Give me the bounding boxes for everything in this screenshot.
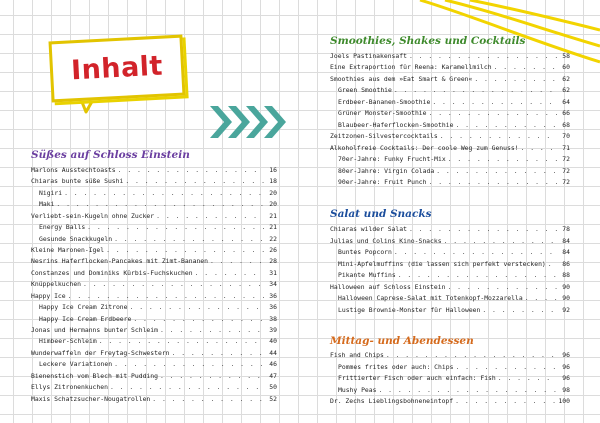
- toc-entry-page: 21: [269, 211, 277, 220]
- section-heading-mittag: Mittag- und Abendessen: [330, 335, 474, 347]
- toc-entry-page: 18: [269, 177, 277, 186]
- toc-entry-title: Leckere Variationen: [39, 360, 113, 369]
- toc-entry-title: Maxis Schatzsucher-Nougatrollen: [31, 394, 151, 403]
- toc-entry-dot-leader: [99, 338, 264, 345]
- toc-entry-page: 16: [269, 166, 277, 174]
- toc-entry-title: Happy Ice Cream Zitrone: [39, 303, 128, 312]
- toc-entry-page: 72: [562, 166, 570, 175]
- toc-entry-dot-leader: [498, 375, 557, 382]
- toc-entry-title: Lustige Brownie-Monster für Halloween: [338, 305, 481, 314]
- toc-entry-page: 96: [562, 374, 570, 382]
- toc-entry-title: Smoothies aus dem »Eat Smart & Green«: [330, 74, 473, 83]
- toc-entry-page: 60: [562, 63, 570, 72]
- toc-entry: [31, 384, 277, 391]
- toc-entry: [31, 213, 277, 220]
- toc-entry-page: 46: [269, 360, 277, 369]
- toc-entry: [330, 352, 570, 359]
- toc-entry-page: 58: [562, 52, 570, 60]
- toc-entry-page: 92: [562, 305, 570, 314]
- toc-entry-title: Halloween Caprese-Salat mit Totenkopf-Mozzarella: [338, 294, 523, 302]
- toc-entry-dot-leader: [210, 258, 264, 265]
- toc-entry: [31, 281, 277, 288]
- toc-entry-title: Verliebt-sein-Kugeln ohne Zucker: [31, 211, 155, 220]
- toc-entry-dot-leader: [386, 352, 557, 359]
- toc-entry-dot-leader: [521, 145, 557, 152]
- toc-entry-dot-leader: [444, 238, 557, 245]
- toc-entry-dot-leader: [494, 64, 557, 71]
- toc-entry-page: 90: [562, 294, 570, 302]
- toc-entry-dot-leader: [130, 304, 265, 311]
- toc-entry-title: Dr. Zechs Lieblingsbohneneintopf: [330, 397, 454, 405]
- toc-entry-title: Marlons Ausstechtoasts: [31, 166, 116, 174]
- toc-entry: [338, 307, 570, 314]
- toc-entry-title: Constanzes und Dominiks Kürbis-Fuchskuchen: [31, 268, 193, 277]
- toc-entry-title: Energy Balls: [39, 223, 86, 232]
- toc-entry-dot-leader: [440, 133, 557, 140]
- toc-entry-page: 36: [269, 303, 277, 312]
- toc-entry-title: Nesrins Haferflocken-Pancakes mit Zimt-Bananen: [31, 257, 208, 266]
- toc-entry-title: Himbeer-Schleim: [39, 337, 97, 346]
- toc-entry-title: Grüner Monster-Smoothie: [338, 109, 427, 118]
- toc-entry: [338, 375, 570, 382]
- toc-entry-title: Wunderwaffeln der Freytag-Schwestern: [31, 348, 170, 357]
- toc-entry-dot-leader: [394, 249, 557, 256]
- toc-entry-title: Maki: [39, 200, 55, 209]
- toc-entry: [338, 179, 570, 186]
- toc-entry-dot-leader: [87, 224, 264, 231]
- toc-entry-page: 68: [562, 120, 570, 129]
- toc-entry-title: 90er-Jahre: Fruit Punch: [338, 177, 427, 186]
- toc-entry-dot-leader: [548, 261, 557, 268]
- toc-entry: [31, 270, 277, 277]
- toc-entry: [31, 247, 277, 254]
- section-heading-smoothies: Smoothies, Shakes und Cocktails: [330, 35, 526, 47]
- toc-entry-dot-leader: [118, 167, 264, 174]
- toc-entry-dot-leader: [432, 99, 557, 106]
- toc-entry: [338, 364, 570, 371]
- toc-entry-page: 47: [269, 371, 277, 380]
- toc-entry: [31, 350, 277, 357]
- toc-entry: [39, 304, 277, 311]
- toc-entry-dot-leader: [409, 53, 557, 60]
- toc-entry-title: Erdbeer-Bananen-Smoothie: [338, 97, 431, 106]
- toc-entry-dot-leader: [172, 350, 264, 357]
- toc-entry: [39, 224, 277, 231]
- toc-entry: [39, 201, 277, 208]
- toc-entry: [330, 76, 570, 83]
- toc-entry-page: 96: [562, 362, 570, 371]
- toc-entry: [338, 249, 570, 256]
- toc-entry: [338, 295, 570, 302]
- toc-entry-page: 98: [562, 385, 570, 394]
- toc-entry: [338, 99, 570, 106]
- toc-entry-dot-leader: [525, 295, 557, 302]
- toc-entry-dot-leader: [114, 361, 264, 368]
- toc-entry-title: Happy Ice: [31, 291, 66, 300]
- toc-entry-title: 80er-Jahre: Virgin Colada: [338, 166, 435, 175]
- toc-entry: [31, 167, 277, 174]
- toc-entry-page: 84: [562, 248, 570, 256]
- toc-entry: [338, 168, 570, 175]
- toc-entry-page: 26: [269, 246, 277, 254]
- toc-entry: [338, 110, 570, 117]
- toc-entry-title: Jonas und Hermanns bunter Schleim: [31, 326, 158, 335]
- toc-entry-title: Blaubeer-Haferflocken-Smoothie: [338, 120, 454, 129]
- toc-entry: [39, 316, 277, 323]
- toc-entry: [338, 122, 570, 129]
- toc-entry-page: 70: [562, 132, 570, 141]
- toc-entry-dot-leader: [160, 373, 264, 380]
- toc-entry-page: 71: [562, 143, 570, 152]
- toc-entry-title: Ellys Zitronenkuchen: [31, 383, 108, 392]
- page-title: Inhalt: [70, 50, 164, 87]
- toc-entry: [330, 64, 570, 71]
- toc-entry-dot-leader: [429, 110, 558, 117]
- toc-entry-title: Chiaras wilder Salat: [330, 225, 407, 233]
- toc-entry-title: Bienenstich vom Blech mit Pudding: [31, 371, 158, 380]
- toc-entry-dot-leader: [447, 284, 557, 291]
- toc-entry-page: 31: [269, 268, 277, 277]
- toc-entry-dot-leader: [133, 316, 264, 323]
- toc-entry-page: 90: [562, 282, 570, 291]
- toc-entry: [330, 398, 570, 405]
- toc-entry: [39, 236, 277, 243]
- toc-entry-title: Frittierter Fisch oder auch einfach: Fish: [338, 374, 496, 382]
- toc-entry: [31, 373, 277, 380]
- toc-entry-title: Buntes Popcorn: [338, 248, 392, 256]
- toc-entry: [338, 156, 570, 163]
- toc-entry: [330, 238, 570, 245]
- toc-entry-page: 20: [269, 200, 277, 209]
- toc-entry-title: Nigiri: [39, 188, 63, 197]
- toc-entry-page: 39: [269, 326, 277, 335]
- toc-entry-title: Chiaras bunte süße Sushi: [31, 177, 124, 186]
- toc-entry-dot-leader: [56, 201, 264, 208]
- section-heading-salat: Salat und Snacks: [330, 208, 432, 220]
- toc-entry-dot-leader: [195, 270, 264, 277]
- toc-entry-page: 28: [269, 257, 277, 266]
- toc-entry-page: 96: [562, 351, 570, 359]
- toc-entry-dot-leader: [455, 398, 556, 405]
- toc-entry-page: 72: [562, 155, 570, 164]
- toc-entry-title: Happy Ice Cream Erdbeere: [39, 314, 132, 323]
- toc-entry-dot-leader: [68, 293, 264, 300]
- toc-entry-dot-leader: [106, 247, 264, 254]
- toc-entry-page: 22: [269, 234, 277, 243]
- toc-entry-dot-leader: [474, 76, 557, 83]
- toc-entry: [39, 338, 277, 345]
- toc-entry: [330, 145, 570, 152]
- toc-entry-title: Kleine Maronen-Igel: [31, 246, 105, 254]
- toc-entry-page: 86: [562, 259, 570, 268]
- toc-entry-page: 88: [562, 271, 570, 279]
- toc-entry: [31, 293, 277, 300]
- toc-entry: [338, 261, 570, 268]
- toc-entry-title: Zeitzonen-Silvestercocktails: [330, 132, 438, 141]
- toc-entry: [31, 178, 277, 185]
- toc-entry-page: 38: [269, 314, 277, 323]
- toc-entry-page: 21: [269, 223, 277, 232]
- toc-entry-dot-leader: [83, 281, 264, 288]
- toc-entry-title: Pommes frites oder auch: Chips: [338, 362, 454, 371]
- toc-entry-page: 20: [269, 188, 277, 197]
- toc-entry-dot-leader: [114, 236, 264, 243]
- toc-entry-title: Halloween auf Schloss Einstein: [330, 282, 446, 291]
- toc-entry-title: Mushy Peas: [338, 385, 377, 394]
- toc-entry-dot-leader: [482, 307, 557, 314]
- toc-entry-dot-leader: [398, 272, 557, 279]
- toc-entry-dot-leader: [64, 190, 264, 197]
- toc-entry: [330, 226, 570, 233]
- toc-entry: [31, 327, 277, 334]
- toc-entry: [330, 284, 570, 291]
- toc-entry-title: Eine Extraportion für Reena: Karamellmilch: [330, 63, 492, 72]
- toc-entry-dot-leader: [429, 179, 558, 186]
- toc-entry-page: 34: [269, 280, 277, 289]
- toc-entry-title: Fish and Chips: [330, 351, 384, 359]
- toc-entry-dot-leader: [455, 364, 557, 371]
- toc-entry: [31, 258, 277, 265]
- toc-entry-page: 44: [269, 348, 277, 357]
- toc-entry: [31, 396, 277, 403]
- toc-entry-page: 66: [562, 109, 570, 118]
- section-heading-suesses: Süßes auf Schloss Einstein: [31, 149, 190, 161]
- toc-entry-dot-leader: [152, 396, 264, 403]
- toc-entry-dot-leader: [378, 387, 557, 394]
- toc-entry-page: 50: [269, 383, 277, 392]
- toc-entry: [338, 387, 570, 394]
- toc-entry-title: Green Smoothie: [338, 86, 392, 95]
- toc-entry-page: 100: [558, 397, 570, 405]
- toc-entry-dot-leader: [448, 156, 557, 163]
- toc-entry-page: 62: [562, 86, 570, 95]
- toc-entry-title: Knüppelkuchen: [31, 280, 82, 289]
- toc-entry-page: 72: [562, 177, 570, 186]
- toc-entry-title: Julias und Colins Kino-Snacks: [330, 236, 442, 245]
- toc-entry: [330, 53, 570, 60]
- toc-entry: [39, 190, 277, 197]
- toc-entry: [338, 272, 570, 279]
- toc-entry-page: 40: [269, 337, 277, 346]
- toc-entry-dot-leader: [436, 168, 557, 175]
- toc-entry-dot-leader: [160, 327, 264, 334]
- toc-entry-page: 62: [562, 74, 570, 83]
- toc-entry-page: 84: [562, 236, 570, 245]
- toc-entry-title: Gesunde Snackkugeln: [39, 234, 113, 243]
- toc-entry-title: Joels Pastinakensaft: [330, 52, 407, 60]
- toc-entry: [330, 133, 570, 140]
- toc-entry-title: Alkoholfreie Cocktails: Der coole Weg zum Genuss!: [330, 143, 519, 152]
- toc-entry: [338, 87, 570, 94]
- toc-entry-page: 78: [562, 225, 570, 233]
- toc-entry-title: 70er-Jahre: Funky Frucht-Mix: [338, 155, 446, 164]
- toc-entry-dot-leader: [394, 87, 557, 94]
- toc-entry-page: 52: [269, 394, 277, 403]
- toc-entry-dot-leader: [110, 384, 264, 391]
- toc-entry: [39, 361, 277, 368]
- toc-entry-page: 36: [269, 291, 277, 300]
- toc-entry-dot-leader: [409, 226, 557, 233]
- toc-entry-title: Mini-Apfelmuffins (die lassen sich perfekt verstecken): [338, 259, 546, 268]
- toc-entry-page: 64: [562, 97, 570, 106]
- toc-entry-dot-leader: [125, 178, 264, 185]
- toc-entry-title: Pikante Muffins: [338, 271, 396, 279]
- toc-entry-dot-leader: [156, 213, 264, 220]
- toc-entry-dot-leader: [455, 122, 557, 129]
